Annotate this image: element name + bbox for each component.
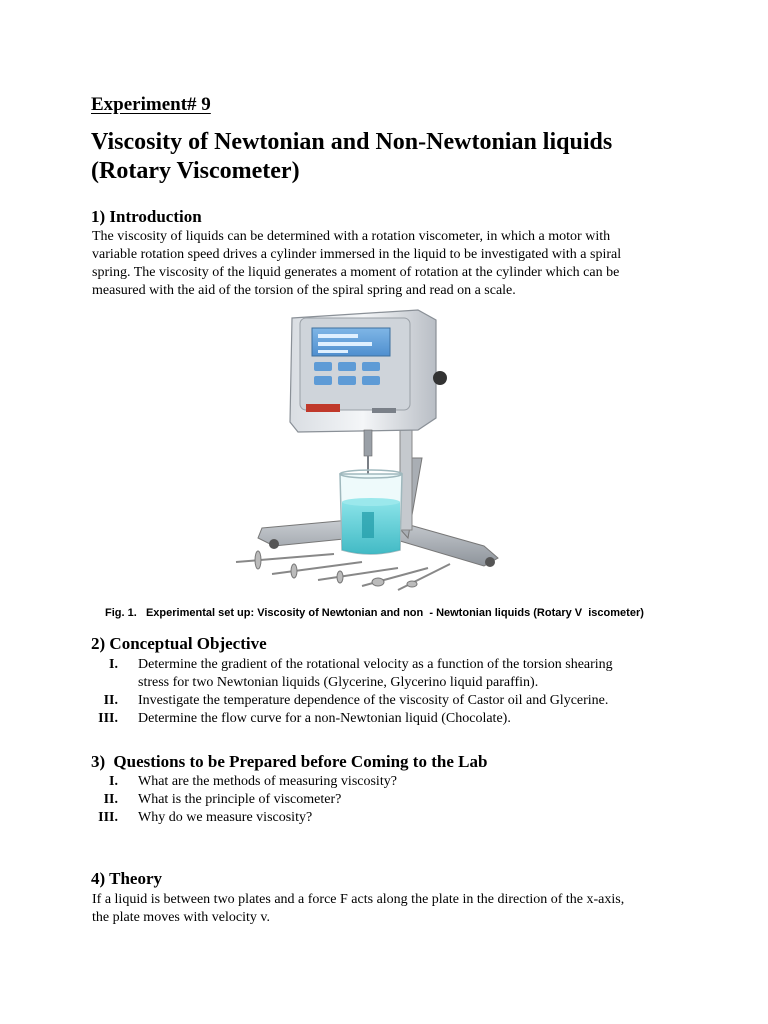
text-line: Investigate the temperature dependence of the viscosity of Castor oil and Glycerine. [138,693,609,708]
list-numeral: III. [98,810,118,825]
viscometer-photo [222,306,522,602]
section-number: 4) [91,869,106,888]
title-line-2: (Rotary Viscometer) [91,158,300,184]
section-title: Introduction [109,207,202,226]
list-item [80,692,690,710]
list-numeral: II. [103,792,118,807]
text-line: What are the methods of measuring viscosity? [138,774,397,789]
text-line: the plate moves with velocity v. [92,910,270,925]
list-item [80,791,690,809]
section-number: 3) [91,752,106,771]
list-item [80,710,690,728]
section-heading-questions [91,752,487,772]
text-line: measured with the aid of the torsion of the spiral spring and read on a scale. [92,283,516,298]
section-heading-theory [91,869,162,889]
text-line: Determine the flow curve for a non-Newtonian liquid (Chocolate). [138,711,511,726]
list-numeral: III. [98,711,118,726]
text-line: Why do we measure viscosity? [138,810,313,825]
questions-list [80,773,690,827]
theory-paragraph [92,891,692,927]
list-numeral: I. [109,657,118,672]
list-item [80,656,690,692]
viscometer-illustration [222,306,522,602]
section-number: 2) [91,634,106,653]
text-line: stress for two Newtonian liquids (Glycerine, Glycerino liquid paraffin). [138,675,539,690]
section-heading-introduction [91,207,202,227]
text-line: The viscosity of liquids can be determined with a rotation viscometer, in which a motor with [92,229,611,244]
section-title: Questions to be Prepared before Coming to the Lab [113,752,488,771]
experiment-label: Experiment# 9 [91,94,211,115]
page-title [91,128,711,186]
list-item [80,809,690,827]
text-line: What is the principle of viscometer? [138,792,342,807]
section-title: Theory [109,869,163,888]
objective-list [80,656,690,728]
list-numeral: I. [109,774,118,789]
section-number: 1) [91,207,106,226]
section-title: Conceptual Objective [109,634,267,653]
list-numeral: II. [103,693,118,708]
text-line: variable rotation speed drives a cylinder immersed in the liquid to be investigated with a spiral [92,247,622,262]
figure-caption: Fig. 1. Experimental set up: Viscosity of Newtonian and non - Newtonian liquids (Rotary V iscometer) [105,607,644,619]
text-line: Determine the gradient of the rotational velocity as a function of the torsion shearing [138,657,613,672]
section-heading-objective [91,634,267,654]
introduction-paragraph [92,228,692,300]
text-line: If a liquid is between two plates and a force F acts along the plate in the direction of the x-axis, [92,892,625,907]
list-item [80,773,690,791]
text-line: spring. The viscosity of the liquid generates a moment of rotation at the cylinder which can be [92,265,620,280]
title-line-1: Viscosity of Newtonian and Non-Newtonian liquids [91,129,613,155]
